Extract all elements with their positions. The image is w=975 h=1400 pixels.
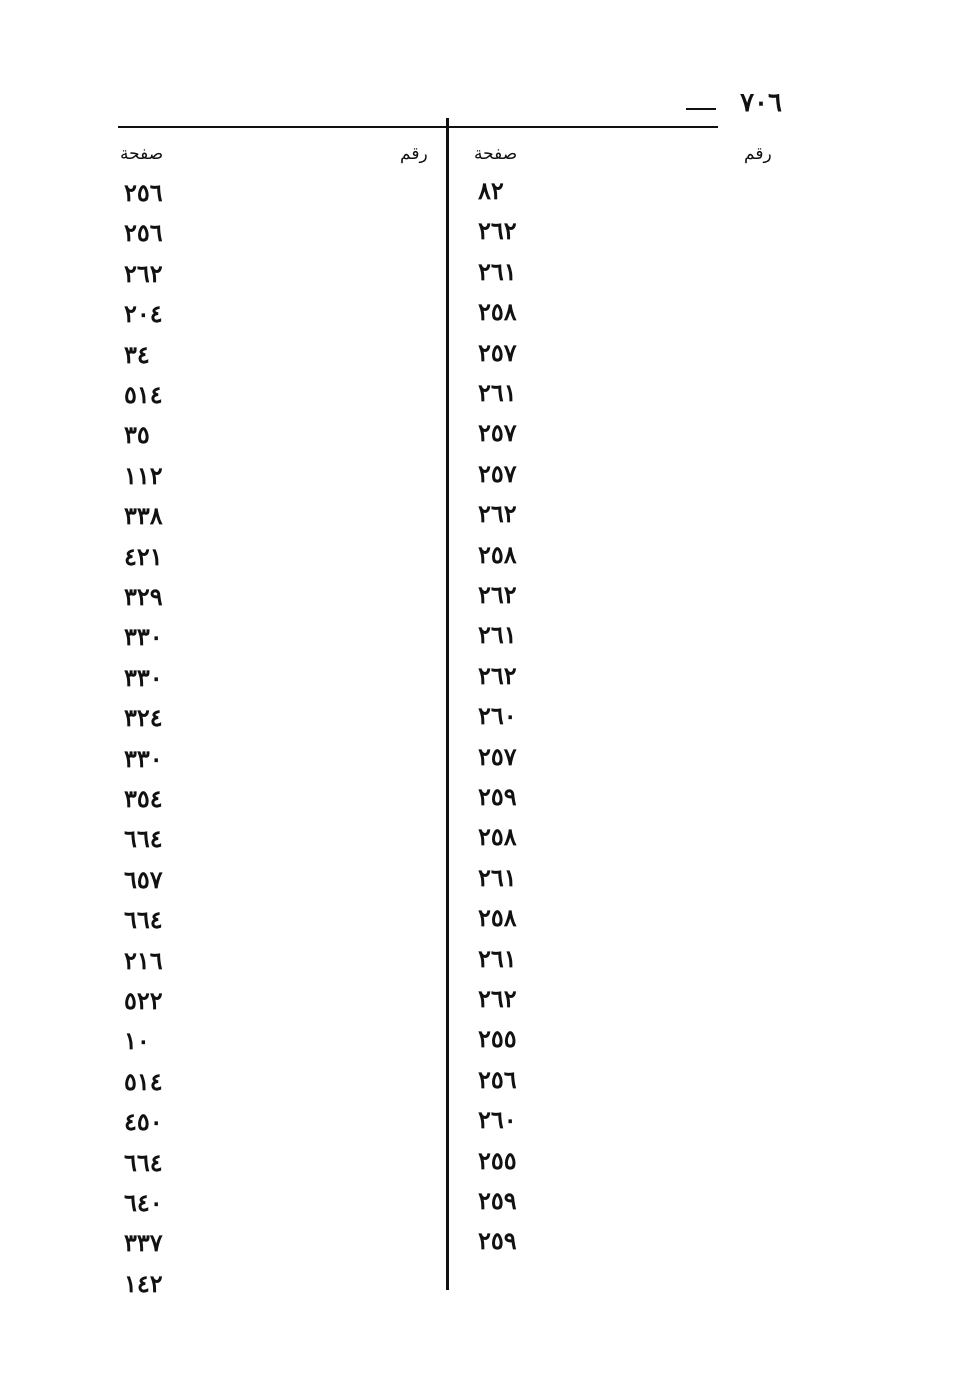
index-page-number: ٥١٤ <box>124 1066 163 1096</box>
index-page-number: ٢٦٠ <box>478 1105 517 1135</box>
index-page-number: ٢٥٨ <box>478 297 517 327</box>
index-page-number: ٣٣٨ <box>124 501 163 531</box>
index-page-number: ٢٦٢ <box>478 499 517 529</box>
index-page-number: ٢٦٢ <box>478 660 517 690</box>
index-page-number: ٢٥٩ <box>478 782 517 811</box>
index-page-number: ٢١٦ <box>124 945 163 975</box>
index-page-number: ٣٤ <box>124 339 150 369</box>
index-page-number: ٤٢١ <box>124 541 163 571</box>
header-rule <box>118 126 718 128</box>
index-page-number: ٢٥٨ <box>478 539 517 569</box>
column-divider <box>446 118 449 1290</box>
index-page-number: ٣٥ <box>124 420 150 450</box>
index-page-number: ٢٥٥ <box>478 1145 517 1175</box>
index-page-number: ٢٦١ <box>478 378 517 407</box>
index-page-number: ٦٦٤ <box>124 1147 163 1177</box>
index-page-number: ٢٦١ <box>478 943 517 973</box>
index-page-number: ٨٢ <box>478 176 504 205</box>
index-page-number: ٣٢٤ <box>124 703 163 733</box>
index-page-number: ٢٥٦ <box>478 1064 517 1094</box>
index-page-number: ٦٦٤ <box>124 824 163 854</box>
index-page-number: ٣٣٧ <box>124 1228 163 1258</box>
index-page-number: ٦٦٤ <box>124 905 163 935</box>
index-page-number: ٢٦٢ <box>124 258 163 288</box>
index-page-number: ٦٥٧ <box>124 864 163 894</box>
index-page-number: ٢٥٧ <box>478 418 517 448</box>
index-page-number: ٢٦٢ <box>478 984 517 1013</box>
index-page-number: ٦٤٠ <box>124 1188 163 1217</box>
index-page-number: ٢٦٠ <box>478 701 517 731</box>
index-page-number: ٣٥٤ <box>124 784 163 813</box>
index-page-number: ٢٥٥ <box>478 1024 517 1054</box>
left-header-number: رقم <box>400 144 428 164</box>
index-page-number: ٢٥٩ <box>478 1186 517 1215</box>
index-page-number: ٢٥٧ <box>478 741 517 771</box>
index-page-number: ١٠ <box>124 1026 150 1056</box>
index-page-number: ٢٦١ <box>478 620 517 650</box>
index-page-number: ٢٥٩ <box>478 1226 517 1256</box>
index-page-number: ٢٦٢ <box>478 216 517 246</box>
index-page-number: ٢٦١ <box>478 256 517 286</box>
index-page-number: ٣٣٠ <box>124 662 163 692</box>
index-page-number: ٢٥٨ <box>478 903 517 933</box>
index-page-number: ٣٣٠ <box>124 743 163 773</box>
index-page-number: ٣٣٠ <box>124 622 163 652</box>
index-page-number: ١١٢ <box>124 460 163 490</box>
right-header-number: رقم <box>744 144 772 164</box>
index-page-number: ٢٥٧ <box>478 337 517 367</box>
index-page-number: ٥٢٢ <box>124 986 163 1015</box>
index-page-number: ٣٢٩ <box>124 582 163 611</box>
index-page-number: ٢٥٦ <box>124 178 163 207</box>
right-header-page: صفحة <box>474 144 518 164</box>
index-page-number: ٢٦١ <box>478 862 517 892</box>
index-page-number: ٢٥٧ <box>478 458 517 488</box>
index-page-number: ٢٦٢ <box>478 580 517 609</box>
left-header-page: صفحة <box>120 144 164 164</box>
index-page-number: ٢٥٨ <box>478 822 517 852</box>
index-page-number: ٥١٤ <box>124 380 163 409</box>
index-page-number: ١٤٢ <box>124 1268 163 1298</box>
header-rule-short <box>686 108 716 110</box>
page-number: ٧٠٦ <box>740 88 782 118</box>
index-page-number: ٤٥٠ <box>124 1107 163 1137</box>
index-page-number: ٢٥٦ <box>124 218 163 248</box>
index-page-number: ٢٠٤ <box>124 299 163 329</box>
